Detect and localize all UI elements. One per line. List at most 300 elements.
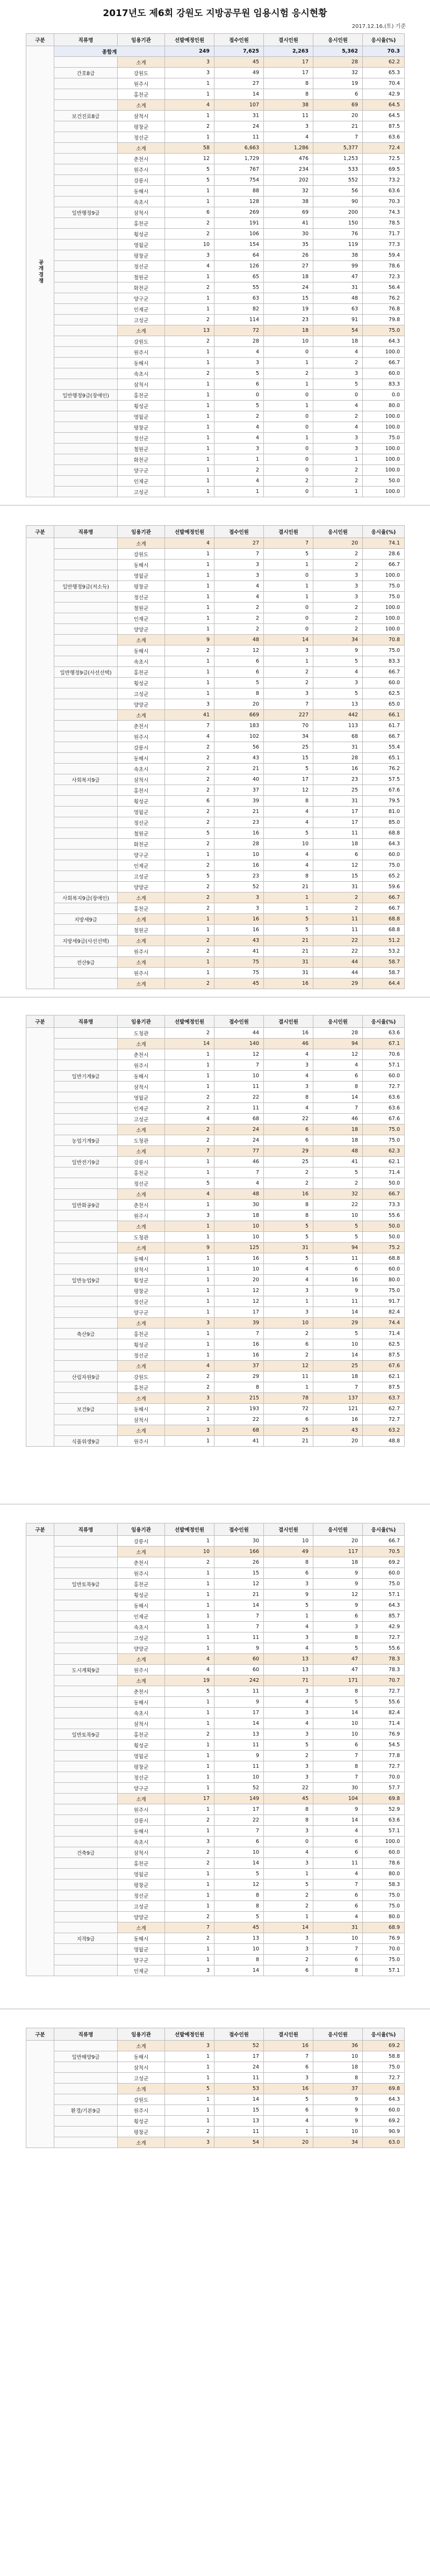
agency-cell: 화천군 bbox=[118, 839, 165, 850]
planned-count-cell: 1 bbox=[165, 1772, 214, 1783]
planned-count-cell: 1 bbox=[165, 2094, 214, 2105]
applied-count-cell: 52 bbox=[214, 2041, 264, 2051]
absent-count-cell: 8 bbox=[264, 1815, 313, 1826]
attendance-rate-cell: 64.5 bbox=[363, 111, 405, 121]
table-row bbox=[26, 68, 405, 78]
absent-count-cell: 1 bbox=[264, 433, 313, 444]
job-type-cell bbox=[54, 358, 118, 368]
job-type-cell bbox=[54, 1965, 118, 1976]
agency-cell: 춘천시 bbox=[118, 154, 165, 164]
planned-count-cell: 1 bbox=[165, 968, 214, 978]
job-type-cell bbox=[54, 1740, 118, 1751]
agency-cell: 정선군 bbox=[118, 1296, 165, 1307]
absent-count-cell: 2 bbox=[264, 1890, 313, 1901]
job-type-cell bbox=[54, 635, 118, 645]
attendance-rate-cell: 76.2 bbox=[363, 293, 405, 304]
table-row bbox=[26, 1329, 405, 1339]
table-header bbox=[26, 34, 405, 46]
table-row bbox=[26, 1536, 405, 1547]
planned-count-cell: 2 bbox=[165, 807, 214, 817]
planned-count-cell: 6 bbox=[165, 796, 214, 807]
planned-count-cell: 1 bbox=[165, 560, 214, 570]
agency-cell: 횡성군 bbox=[118, 796, 165, 807]
attended-count-cell: 117 bbox=[313, 1547, 363, 1557]
table-row bbox=[26, 229, 405, 240]
attendance-rate-cell: 63.2 bbox=[363, 1425, 405, 1436]
job-type-cell bbox=[54, 2041, 118, 2051]
applied-count-cell: 1 bbox=[214, 487, 264, 497]
table-row bbox=[26, 2094, 405, 2105]
attended-count-cell: 7 bbox=[313, 1880, 363, 1890]
job-type-cell bbox=[54, 1243, 118, 1253]
job-type-cell bbox=[54, 1082, 118, 1092]
table-row bbox=[26, 282, 405, 293]
table-row bbox=[26, 78, 405, 89]
attended-count-cell: 18 bbox=[313, 839, 363, 850]
attended-count-cell: 2 bbox=[313, 465, 363, 476]
attended-count-cell: 6 bbox=[313, 1264, 363, 1275]
column-header-3: 임용기관 bbox=[118, 526, 165, 538]
column-header-8: 응시율(%) bbox=[363, 1015, 405, 1028]
attendance-rate-cell: 0.0 bbox=[363, 390, 405, 401]
table-body bbox=[26, 538, 405, 989]
subtotal-row bbox=[26, 100, 405, 111]
applied-count-cell: 4 bbox=[214, 476, 264, 487]
attended-count-cell: 1,253 bbox=[313, 154, 363, 164]
subtotal-row bbox=[26, 1146, 405, 1157]
attendance-rate-cell: 57.1 bbox=[363, 1060, 405, 1071]
absent-count-cell: 1,286 bbox=[264, 143, 313, 154]
job-type-cell bbox=[54, 678, 118, 688]
absent-count-cell: 3 bbox=[264, 1933, 313, 1944]
planned-count-cell: 1 bbox=[165, 1436, 214, 1447]
table-row bbox=[26, 753, 405, 764]
attended-count-cell: 29 bbox=[313, 978, 363, 989]
agency-cell: 소계 bbox=[118, 1318, 165, 1329]
attendance-rate-cell: 66.7 bbox=[363, 892, 405, 903]
attended-count-cell: 9 bbox=[313, 1804, 363, 1815]
planned-count-cell: 1 bbox=[165, 78, 214, 89]
table-row bbox=[26, 570, 405, 581]
subtotal-row bbox=[26, 57, 405, 68]
attendance-rate-cell: 65.0 bbox=[363, 699, 405, 710]
attended-count-cell: 5 bbox=[313, 379, 363, 390]
applied-count-cell: 16 bbox=[214, 925, 264, 935]
attendance-rate-cell: 68.8 bbox=[363, 914, 405, 925]
planned-count-cell: 58 bbox=[165, 143, 214, 154]
job-type-cell: 지방세9급 bbox=[54, 914, 118, 925]
agency-cell: 소계 bbox=[118, 914, 165, 925]
applied-count-cell: 12 bbox=[214, 1049, 264, 1060]
applied-count-cell: 128 bbox=[214, 197, 264, 207]
applied-count-cell: 754 bbox=[214, 175, 264, 186]
table-row bbox=[26, 1697, 405, 1708]
applied-count-cell: 17 bbox=[214, 1708, 264, 1718]
planned-count-cell: 2 bbox=[165, 1103, 214, 1114]
attendance-rate-cell: 63.6 bbox=[363, 186, 405, 197]
column-header-5: 접수인원 bbox=[214, 1523, 264, 1536]
attendance-rate-cell: 75.0 bbox=[363, 1124, 405, 1135]
attendance-rate-cell: 79.8 bbox=[363, 315, 405, 325]
attendance-rate-cell: 100.0 bbox=[363, 487, 405, 497]
applied-count-cell: 114 bbox=[214, 315, 264, 325]
absent-count-cell: 1 bbox=[264, 560, 313, 570]
planned-count-cell: 2 bbox=[165, 1729, 214, 1740]
absent-count-cell: 1 bbox=[264, 892, 313, 903]
job-type-cell: 일반행정9급(사선선택) bbox=[54, 667, 118, 678]
attended-count-cell: 8 bbox=[313, 1686, 363, 1697]
attendance-rate-cell: 91.7 bbox=[363, 1296, 405, 1307]
job-type-cell bbox=[54, 1049, 118, 1060]
planned-count-cell: 1 bbox=[165, 1157, 214, 1167]
attendance-rate-cell: 67.1 bbox=[363, 1039, 405, 1049]
planned-count-cell: 1 bbox=[165, 1880, 214, 1890]
applied-count-cell: 68 bbox=[214, 1425, 264, 1436]
agency-cell: 도청관 bbox=[118, 1135, 165, 1146]
planned-count-cell: 3 bbox=[165, 699, 214, 710]
absent-count-cell: 234 bbox=[264, 164, 313, 175]
attended-count-cell: 5 bbox=[313, 1643, 363, 1654]
table-row bbox=[26, 411, 405, 422]
applied-count-cell: 23 bbox=[214, 871, 264, 882]
job-type-cell bbox=[54, 2116, 118, 2127]
agency-cell: 철원군 bbox=[118, 603, 165, 613]
attended-count-cell: 7 bbox=[313, 132, 363, 143]
applied-count-cell: 20 bbox=[214, 1275, 264, 1286]
table-row bbox=[26, 667, 405, 678]
absent-count-cell: 25 bbox=[264, 742, 313, 753]
attendance-rate-cell: 57.1 bbox=[363, 1965, 405, 1976]
job-type-cell bbox=[54, 1264, 118, 1275]
column-header-6: 결시인원 bbox=[264, 1015, 313, 1028]
attended-count-cell: 18 bbox=[313, 336, 363, 347]
applied-count-cell: 64 bbox=[214, 250, 264, 261]
agency-cell: 인제군 bbox=[118, 1965, 165, 1976]
agency-cell: 고성군 bbox=[118, 315, 165, 325]
planned-count-cell: 1 bbox=[165, 2073, 214, 2084]
table-row bbox=[26, 261, 405, 272]
agency-cell: 횡성군 bbox=[118, 1590, 165, 1600]
planned-count-cell: 2 bbox=[165, 1858, 214, 1869]
planned-count-cell: 2 bbox=[165, 785, 214, 796]
table-row bbox=[26, 1955, 405, 1965]
absent-count-cell: 7 bbox=[264, 538, 313, 549]
agency-cell: 소계 bbox=[118, 2137, 165, 2148]
agency-cell: 원주시 bbox=[118, 2105, 165, 2116]
column-header-1: 구분 bbox=[26, 34, 54, 46]
absent-count-cell: 0 bbox=[264, 487, 313, 497]
agency-cell: 춘천시 bbox=[118, 1686, 165, 1697]
absent-count-cell: 4 bbox=[264, 132, 313, 143]
attended-count-cell: 6 bbox=[313, 1740, 363, 1751]
table-row bbox=[26, 1253, 405, 1264]
agency-cell: 소계 bbox=[118, 1221, 165, 1232]
column-header-4: 선발예정인원 bbox=[165, 1015, 214, 1028]
planned-count-cell: 2 bbox=[165, 218, 214, 229]
job-type-cell bbox=[54, 347, 118, 358]
planned-count-cell: 1 bbox=[165, 581, 214, 592]
absent-count-cell: 14 bbox=[264, 635, 313, 645]
job-type-cell bbox=[54, 570, 118, 581]
job-type-cell bbox=[54, 261, 118, 272]
job-type-cell bbox=[54, 175, 118, 186]
planned-count-cell: 1 bbox=[165, 111, 214, 121]
applied-count-cell: 22 bbox=[214, 1815, 264, 1826]
absent-count-cell: 8 bbox=[264, 1804, 313, 1815]
agency-cell: 소계 bbox=[118, 57, 165, 68]
applied-count-cell: 52 bbox=[214, 1783, 264, 1794]
attended-count-cell: 63 bbox=[313, 304, 363, 315]
absent-count-cell: 21 bbox=[264, 1436, 313, 1447]
planned-count-cell: 19 bbox=[165, 1675, 214, 1686]
attendance-rate-cell: 71.7 bbox=[363, 229, 405, 240]
agency-cell: 소계 bbox=[118, 978, 165, 989]
subtotal-row bbox=[26, 892, 405, 903]
subtotal-row bbox=[26, 2137, 405, 2148]
attended-count-cell: 5 bbox=[313, 1329, 363, 1339]
agency-cell: 홍천시 bbox=[118, 785, 165, 796]
absent-count-cell: 2 bbox=[264, 476, 313, 487]
absent-count-cell: 1 bbox=[264, 401, 313, 411]
applied-count-cell: 125 bbox=[214, 1243, 264, 1253]
agency-cell: 평창군 bbox=[118, 1286, 165, 1296]
agency-cell: 철원군 bbox=[118, 828, 165, 839]
attended-count-cell: 41 bbox=[313, 1157, 363, 1167]
agency-cell: 양양군 bbox=[118, 624, 165, 635]
job-type-cell bbox=[54, 1611, 118, 1622]
attendance-rate-cell: 78.6 bbox=[363, 1858, 405, 1869]
attendance-rate-cell: 28.6 bbox=[363, 549, 405, 560]
absent-count-cell: 10 bbox=[264, 839, 313, 850]
planned-count-cell: 1 bbox=[165, 678, 214, 688]
table-row bbox=[26, 1901, 405, 1912]
absent-count-cell: 10 bbox=[264, 1318, 313, 1329]
agency-cell: 강릉시 bbox=[118, 1536, 165, 1547]
absent-count-cell: 2 bbox=[264, 1901, 313, 1912]
attended-count-cell: 90 bbox=[313, 197, 363, 207]
job-type-cell bbox=[54, 1039, 118, 1049]
table-row bbox=[26, 817, 405, 828]
planned-count-cell: 4 bbox=[165, 1361, 214, 1372]
column-header-6: 결시인원 bbox=[264, 526, 313, 538]
absent-count-cell: 2,263 bbox=[264, 46, 313, 57]
agency-cell: 평창군 bbox=[118, 2127, 165, 2137]
subtotal-row bbox=[26, 710, 405, 721]
attendance-rate-cell: 63.0 bbox=[363, 2137, 405, 2148]
agency-cell: 소계 bbox=[118, 635, 165, 645]
results-table bbox=[26, 525, 405, 989]
agency-cell: 양구군 bbox=[118, 850, 165, 860]
absent-count-cell: 1 bbox=[264, 581, 313, 592]
absent-count-cell: 2 bbox=[264, 1955, 313, 1965]
applied-count-cell: 7 bbox=[214, 1826, 264, 1837]
agency-cell: 소계 bbox=[118, 1146, 165, 1157]
attendance-rate-cell: 70.5 bbox=[363, 1547, 405, 1557]
attended-count-cell: 36 bbox=[313, 2041, 363, 2051]
planned-count-cell: 1 bbox=[165, 1579, 214, 1590]
planned-count-cell: 2 bbox=[165, 892, 214, 903]
table-row bbox=[26, 1665, 405, 1675]
attendance-rate-cell: 62.1 bbox=[363, 1372, 405, 1382]
table-row bbox=[26, 581, 405, 592]
applied-count-cell: 48 bbox=[214, 1189, 264, 1200]
attended-count-cell: 9 bbox=[313, 2116, 363, 2127]
job-type-cell bbox=[54, 336, 118, 347]
subtotal-row bbox=[26, 957, 405, 968]
attended-count-cell: 22 bbox=[313, 1200, 363, 1210]
table-row bbox=[26, 1557, 405, 1568]
planned-count-cell: 1 bbox=[165, 570, 214, 581]
agency-cell: 소계 bbox=[118, 2041, 165, 2051]
absent-count-cell: 19 bbox=[264, 304, 313, 315]
table-row bbox=[26, 839, 405, 850]
planned-count-cell: 2 bbox=[165, 121, 214, 132]
attendance-rate-cell: 72.7 bbox=[363, 1686, 405, 1697]
attendance-rate-cell: 75.0 bbox=[363, 1579, 405, 1590]
absent-count-cell: 78 bbox=[264, 1393, 313, 1404]
job-type-cell bbox=[54, 688, 118, 699]
planned-count-cell: 1 bbox=[165, 1590, 214, 1600]
agency-cell: 원주시 bbox=[118, 164, 165, 175]
absent-count-cell: 0 bbox=[264, 454, 313, 465]
job-type-cell bbox=[54, 549, 118, 560]
table-row bbox=[26, 678, 405, 688]
job-type-cell bbox=[54, 218, 118, 229]
applied-count-cell: 26 bbox=[214, 1557, 264, 1568]
planned-count-cell: 3 bbox=[165, 1425, 214, 1436]
attended-count-cell: 28 bbox=[313, 57, 363, 68]
table-row bbox=[26, 1372, 405, 1382]
agency-cell: 소계 bbox=[118, 892, 165, 903]
job-type-cell bbox=[54, 1761, 118, 1772]
attended-count-cell: 5 bbox=[313, 1232, 363, 1243]
absent-count-cell: 5 bbox=[264, 925, 313, 935]
attendance-rate-cell: 80.0 bbox=[363, 1912, 405, 1922]
attendance-rate-cell: 53.2 bbox=[363, 946, 405, 957]
job-type-cell bbox=[54, 699, 118, 710]
absent-count-cell: 3 bbox=[264, 1858, 313, 1869]
job-type-cell bbox=[54, 1654, 118, 1665]
job-type-cell bbox=[54, 487, 118, 497]
absent-count-cell: 21 bbox=[264, 882, 313, 892]
planned-count-cell: 1 bbox=[165, 487, 214, 497]
agency-cell: 소계 bbox=[118, 935, 165, 946]
job-type-cell bbox=[54, 592, 118, 603]
applied-count-cell: 2 bbox=[214, 411, 264, 422]
absent-count-cell: 38 bbox=[264, 197, 313, 207]
table-body bbox=[26, 46, 405, 497]
absent-count-cell: 1 bbox=[264, 379, 313, 390]
planned-count-cell: 2 bbox=[165, 839, 214, 850]
planned-count-cell: 1 bbox=[165, 1296, 214, 1307]
table-panel-4 bbox=[26, 1523, 404, 1975]
attendance-rate-cell: 64.4 bbox=[363, 978, 405, 989]
applied-count-cell: 1,729 bbox=[214, 154, 264, 164]
attended-count-cell: 2 bbox=[313, 549, 363, 560]
agency-cell: 도청관 bbox=[118, 1232, 165, 1243]
applied-count-cell: 140 bbox=[214, 1039, 264, 1049]
table-row bbox=[26, 207, 405, 218]
attendance-rate-cell: 72.7 bbox=[363, 1082, 405, 1092]
column-header-2: 직류명 bbox=[54, 2028, 118, 2041]
attendance-rate-cell: 75.0 bbox=[363, 1955, 405, 1965]
job-type-cell bbox=[54, 1632, 118, 1643]
attended-count-cell: 14 bbox=[313, 1350, 363, 1361]
agency-cell: 정선군 bbox=[118, 1350, 165, 1361]
applied-count-cell: 77 bbox=[214, 1146, 264, 1157]
planned-count-cell: 1 bbox=[165, 358, 214, 368]
attendance-rate-cell: 63.6 bbox=[363, 132, 405, 143]
planned-count-cell: 1 bbox=[165, 1275, 214, 1286]
applied-count-cell: 43 bbox=[214, 753, 264, 764]
column-header-2: 직류명 bbox=[54, 1015, 118, 1028]
attended-count-cell: 2 bbox=[313, 411, 363, 422]
applied-count-cell: 12 bbox=[214, 1880, 264, 1890]
attended-count-cell: 2 bbox=[313, 560, 363, 570]
absent-count-cell: 10 bbox=[264, 336, 313, 347]
applied-count-cell: 11 bbox=[214, 1082, 264, 1092]
planned-count-cell: 1 bbox=[165, 2116, 214, 2127]
job-type-cell bbox=[54, 1146, 118, 1157]
agency-cell: 정선군 bbox=[118, 1772, 165, 1783]
absent-count-cell: 1 bbox=[264, 1296, 313, 1307]
job-type-cell bbox=[54, 1944, 118, 1955]
job-type-cell bbox=[54, 1826, 118, 1837]
attended-count-cell: 11 bbox=[313, 925, 363, 935]
attended-count-cell: 6 bbox=[313, 850, 363, 860]
agency-cell: 정선군 bbox=[118, 132, 165, 143]
job-type-cell bbox=[54, 721, 118, 731]
absent-count-cell: 31 bbox=[264, 1243, 313, 1253]
planned-count-cell: 2 bbox=[165, 1135, 214, 1146]
attended-count-cell: 137 bbox=[313, 1393, 363, 1404]
absent-count-cell: 16 bbox=[264, 2041, 313, 2051]
planned-count-cell: 2 bbox=[165, 817, 214, 828]
attended-count-cell: 11 bbox=[313, 1296, 363, 1307]
applied-count-cell: 4 bbox=[214, 422, 264, 433]
agency-cell: 동해시 bbox=[118, 753, 165, 764]
planned-count-cell: 5 bbox=[165, 1686, 214, 1697]
attended-count-cell: 21 bbox=[313, 121, 363, 132]
job-type-cell bbox=[54, 132, 118, 143]
absent-count-cell: 16 bbox=[264, 1189, 313, 1200]
job-type-cell bbox=[54, 1210, 118, 1221]
attended-count-cell: 18 bbox=[313, 1135, 363, 1146]
agency-cell: 철원군 bbox=[118, 925, 165, 935]
table-row bbox=[26, 1847, 405, 1858]
attended-count-cell: 16 bbox=[313, 1414, 363, 1425]
planned-count-cell: 5 bbox=[165, 164, 214, 175]
planned-count-cell: 1 bbox=[165, 592, 214, 603]
table-row bbox=[26, 218, 405, 229]
agency-cell: 속초시 bbox=[118, 197, 165, 207]
column-header-3: 임용기관 bbox=[118, 1015, 165, 1028]
absent-count-cell: 6 bbox=[264, 1414, 313, 1425]
table-body bbox=[26, 2041, 405, 2148]
attendance-rate-cell: 52.9 bbox=[363, 1804, 405, 1815]
planned-count-cell: 1 bbox=[165, 2105, 214, 2116]
job-type-cell bbox=[54, 850, 118, 860]
attended-count-cell: 99 bbox=[313, 261, 363, 272]
attendance-rate-cell: 100.0 bbox=[363, 1837, 405, 1847]
applied-count-cell: 63 bbox=[214, 293, 264, 304]
absent-count-cell: 0 bbox=[264, 570, 313, 581]
attended-count-cell: 14 bbox=[313, 1092, 363, 1103]
applied-count-cell: 5 bbox=[214, 368, 264, 379]
attended-count-cell: 104 bbox=[313, 1794, 363, 1804]
job-type-cell: 축산9급 bbox=[54, 1329, 118, 1339]
absent-count-cell: 13 bbox=[264, 1654, 313, 1665]
